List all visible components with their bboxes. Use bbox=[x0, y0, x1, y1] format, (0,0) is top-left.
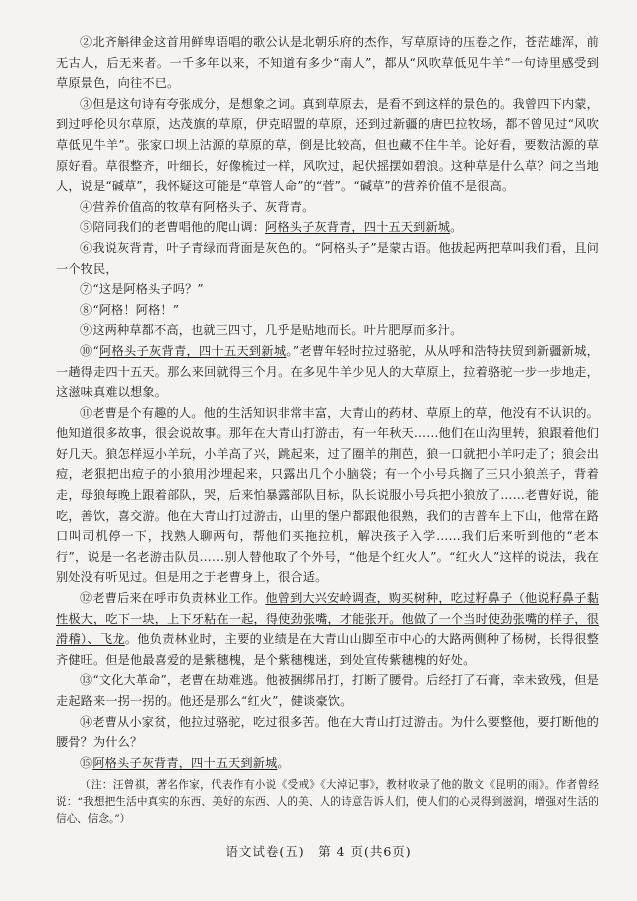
paragraph-text: ⑦“这是阿格头子吗？” bbox=[80, 282, 204, 297]
author-note: （注：汪曾祺，著名作家，代表作有小说《受戒》《大淖记事》，教材收录了他的散文《昆明的雨》。作者曾经说：“我想把生活中真实的东西、美好的东西、人的美、人的诗意告诉人们，使人们的心灵得到滋润，增强对生活的信心、信念。”） bbox=[56, 779, 599, 826]
paragraph-p8 bbox=[56, 300, 599, 321]
paragraph-p3 bbox=[56, 94, 599, 197]
paragraph-text: 。”老曹年轻时拉过骆驼，从从呼和浩特扶贸到新疆新城，一趟得走四十五天。那么来回就得三个月。在多见牛羊少见人的大草原上，拉着骆驼一步一步地走，这滋味真难以想象。 bbox=[56, 343, 600, 400]
paragraph-text: ⑭老曹从小家贫，他拉过骆驼，吃过很多苦。他在大青山打过游击。为什么要整他，要打断他的腰骨？为什么？ bbox=[56, 714, 599, 750]
paragraph-text: ②北齐斛律金这首用鲜卑语唱的歌公认是北朝乐府的杰作，写草原诗的压卷之作，苍茫雄浑，前无古人，后无来者。一千多年以来，不知道有多少“南人”，都从“风吹草低见牛羊”一句诗里感受到草原景色，向往不已。 bbox=[56, 35, 599, 91]
underlined-text: 阿格头子灰背青，四十五天到新城 bbox=[92, 755, 278, 770]
paragraph-text: ⑥我说灰背青，叶子青绿而背面是灰色的。“阿格头子”是蒙古语。他拔起两把草叫我们看，且问一个牧民， bbox=[56, 240, 599, 276]
paragraph-p12 bbox=[56, 588, 599, 670]
underlined-text: 阿格头子灰背青，四十五天到新城 bbox=[265, 220, 451, 235]
underlined-text: 阿格头子灰背青，四十五天到新城 bbox=[98, 343, 287, 358]
paragraph-p11 bbox=[56, 403, 599, 588]
paragraph-text: ⑮ bbox=[80, 755, 93, 770]
paragraph-p6 bbox=[56, 238, 599, 279]
paragraph-text: ③但是这句诗有夸张成分，是想象之词。真到草原去，是看不到这样的景色的。我曾四下内蒙，到过呼伦贝尔草原，达茂旗的草原，伊克昭盟的草原，还到过新疆的唐巴拉牧场，都不曾见过“风吹草低见牛羊”。张家口坝上沽源的草原的草，倒是比较高，但也藏不住牛羊。论好看，要数沽源的草原好看。草很整齐，叶细长，好像梳过一样，风吹过，起伏摇摆如碧浪。这种草是什么草？问之当地人，说是“碱草”，我怀疑这可能是“草管人命”的“菅”。“碱草”的营养价值不是很高。 bbox=[56, 96, 599, 194]
paragraph-p15 bbox=[56, 753, 599, 774]
paragraph-text: ⑬“文化大革命”，老曹在劫难逃。他被捆绑吊打，打断了腰骨。后经打了石膏，幸未致残，但是走起路来一拐一拐的。他还是那么“红火”，健谈豪饮。 bbox=[56, 673, 599, 708]
paragraph-text: ⑨这两种草都不高，也就三四寸，几乎是贴地而长。叶片肥厚而多汁。 bbox=[80, 323, 463, 338]
paragraph-text: ⑪老曹是个有趣的人。他的生活知识非常丰富，大青山的药材、草原上的草，他没有不认识的。他知道很多故事，很会说故事。那年在大青山打游击，有一年秋天……他们在山沟里转，狼跟着他们好几天。狼怎样逗小羊玩，小羊高了兴，跳起来，过了圈羊的荆芭，狼一口就把小羊叼走了；狼会出痘，老狠把出痘子的小狼用沙埋起来，只露出几个小脑袋；有一个小号兵搁了三只小狼羔子，背着走，母狼每晚上跟着部队，哭，后来怕暴露部队目标，队长说服小号兵把小狼放了……老曹好说，能吃，善饮，喜交游。他在大青山打过游击，山里的堡户都跟他很熟，我们的吉普车上下山，他常在路口叫司机停一下，找熟人聊两句，帮他们买拖拉机，解决孩子入学……我们后来听到他的“老本行”，说是一名老游击队员……别人替他取了个外号，“他是个红火人”。“红火人”这样的说法，我在别处没有听见过。但是用之于老曹身上，很合适。 bbox=[56, 405, 599, 585]
paragraph-p5 bbox=[56, 217, 599, 238]
paragraph-p2 bbox=[56, 32, 599, 94]
paragraph-text: ⑩“ bbox=[80, 343, 99, 358]
page-footer: 语文试卷(五) 第 4 页(共6页) bbox=[225, 844, 412, 859]
paragraph-p4 bbox=[56, 197, 599, 218]
paragraph-p9 bbox=[56, 320, 599, 341]
paragraph-text: ⑫老曹后来在呼市负责林业工作。 bbox=[80, 591, 266, 606]
paragraph-text: ④营养价值高的牧草有阿格头子、灰背青。 bbox=[80, 199, 315, 214]
paragraph-text: 。 bbox=[450, 220, 463, 235]
paragraph-p10 bbox=[56, 341, 599, 403]
paragraph-p14 bbox=[56, 712, 599, 753]
paragraph-p13 bbox=[56, 670, 599, 711]
paragraph-text: 。 bbox=[277, 755, 290, 770]
paragraph-text: ⑤陪同我们的老曹唱他的爬山调： bbox=[80, 220, 266, 235]
paragraph-p7 bbox=[56, 279, 599, 300]
paragraph-text: ⑧“阿格！阿格！” bbox=[80, 302, 180, 317]
reading-passage bbox=[56, 32, 599, 773]
underlined-text: 他曾到大兴安岭调查，购买树种，吃过籽鼻子（他说籽鼻子黏性极大，吃下一块，上下牙粘在一起，得使劲张嘴，才能张开。他做了一个当时使劲张嘴的样子，很滑稽）、飞龙 bbox=[56, 591, 599, 647]
paragraph-text: 。他负责林业时，主要的业绩是在大青山山脚至市中心的大路两侧种了杨树，长得很整齐健旺。但是他最喜爱的是紫穗槐，是个紫穗槐迷，到处宣传紫穗槐的好处。 bbox=[56, 632, 599, 667]
